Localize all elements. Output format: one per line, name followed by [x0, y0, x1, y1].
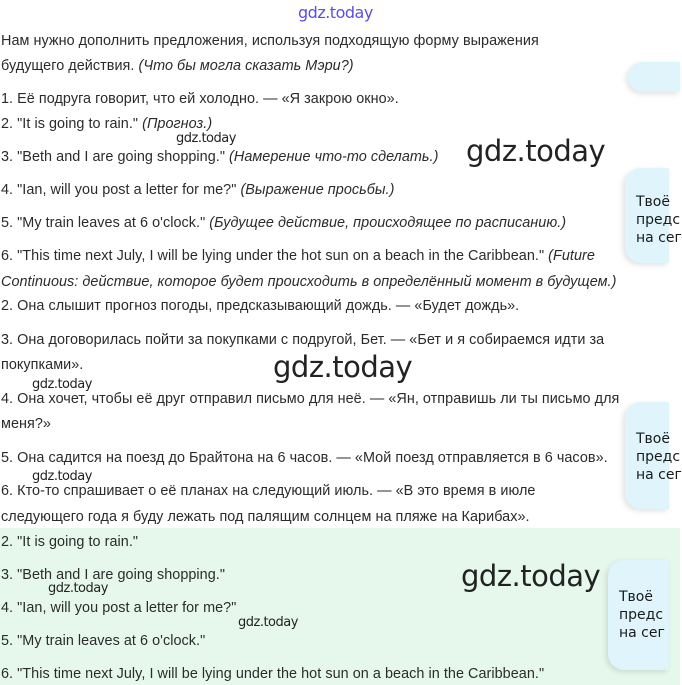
sentence-3: [1, 148, 438, 166]
sentence-note: (Будущее действие, происходящее по расписанию.): [209, 215, 567, 231]
promo-text-1: Твоё: [636, 431, 670, 447]
promo-text-1: Твоё: [636, 194, 670, 210]
watermark: gdz.today: [238, 615, 298, 630]
sentence-text: 6. "This time next July, I will be lying under the hot sun on a beach in the Caribbean.": [1, 248, 549, 264]
watermark: gdz.today: [48, 581, 108, 596]
watermark: gdz.today: [273, 350, 413, 384]
watermark-top: gdz.today: [298, 3, 373, 22]
sentence-6-note-tail: Continuous: действие, которое будет происходить в определённый момент в будущем.): [1, 274, 617, 290]
sentence-note: (Прогноз.): [142, 116, 213, 132]
explanation-6-cont: следующего года я буду лежать под палящим солнцем на пляже на Карибах».: [1, 509, 530, 525]
explanation-2: 2. Она слышит прогноз погоды, предсказывающий дождь. — «Будет дождь».: [1, 298, 520, 314]
answer-5: 5. "My train leaves at 6 o'clock.": [1, 633, 206, 649]
intro-line-2: [1, 57, 354, 75]
watermark: gdz.today: [176, 131, 236, 146]
sentence-1: [1, 90, 399, 108]
sentence-text: 4. "Ian, will you post a letter for me?": [1, 182, 241, 198]
promo-text-3: на сег: [619, 625, 665, 641]
promo-bubble[interactable]: [608, 560, 669, 670]
watermark: gdz.today: [461, 559, 601, 593]
sentence-note: (Future: [548, 248, 595, 264]
sentence-4: [1, 181, 394, 199]
sentence-note: (Намерение что-то сделать.): [229, 149, 439, 165]
explanation-6: 6. Кто-то спрашивает о её планах на следующий июль. — «В это время в июле: [1, 483, 536, 499]
explanation-5: 5. Она садится на поезд до Брайтона на 6 часов. — «Мой поезд отправляется в 6 часов».: [1, 450, 608, 466]
sentence-5: [1, 214, 566, 232]
promo-bubble-edge[interactable]: [628, 62, 680, 92]
explanation-3: 3. Она договорилась пойти за покупками с подругой, Бет. — «Бет и я собираемся идти за: [1, 332, 605, 348]
sentence-text: 5. "My train leaves at 6 o'clock.": [1, 215, 210, 231]
intro-line-1: Нам нужно дополнить предложения, используя подходящую форму выражения: [1, 33, 539, 49]
watermark: gdz.today: [466, 134, 606, 168]
explanation-4: 4. Она хочет, чтобы её друг отправил письмо для неё. — «Ян, отправишь ли ты письмо для: [1, 391, 620, 407]
answer-4: 4. "Ian, will you post a letter for me?": [1, 600, 237, 616]
intro-text: будущего действия.: [1, 58, 139, 74]
answer-2: 2. "It is going to rain.": [1, 534, 139, 550]
watermark: gdz.today: [32, 377, 92, 392]
sentence-text: 1. Её подруга говорит, что ей холодно. — «Я закрою окно».: [1, 91, 399, 107]
promo-text-2: предс: [636, 449, 681, 465]
explanation-3-cont: покупками».: [1, 357, 84, 373]
promo-bubble[interactable]: [625, 168, 682, 263]
promo-text-1: Твоё: [619, 589, 653, 605]
promo-text-3: на сег: [636, 467, 682, 483]
intro-question: (Что бы могла сказать Мэри?): [138, 58, 354, 74]
sentence-text: 3. "Beth and I are going shopping.": [1, 149, 230, 165]
promo-text-3: на сег: [636, 230, 682, 246]
watermark: gdz.today: [32, 469, 92, 484]
answer-3: 3. "Beth and I are going shopping.": [1, 567, 225, 583]
answer-6: 6. "This time next July, I will be lying under the hot sun on a beach in the Caribbean.": [1, 666, 545, 682]
sentence-6: [1, 247, 595, 265]
sentence-note: (Выражение просьбы.): [240, 182, 395, 198]
promo-text-2: предс: [619, 607, 664, 623]
promo-text-2: предс: [636, 212, 681, 228]
sentence-text: 2. "It is going to rain.": [1, 116, 143, 132]
explanation-4-cont: меня?»: [1, 416, 51, 432]
promo-bubble[interactable]: [625, 402, 682, 509]
